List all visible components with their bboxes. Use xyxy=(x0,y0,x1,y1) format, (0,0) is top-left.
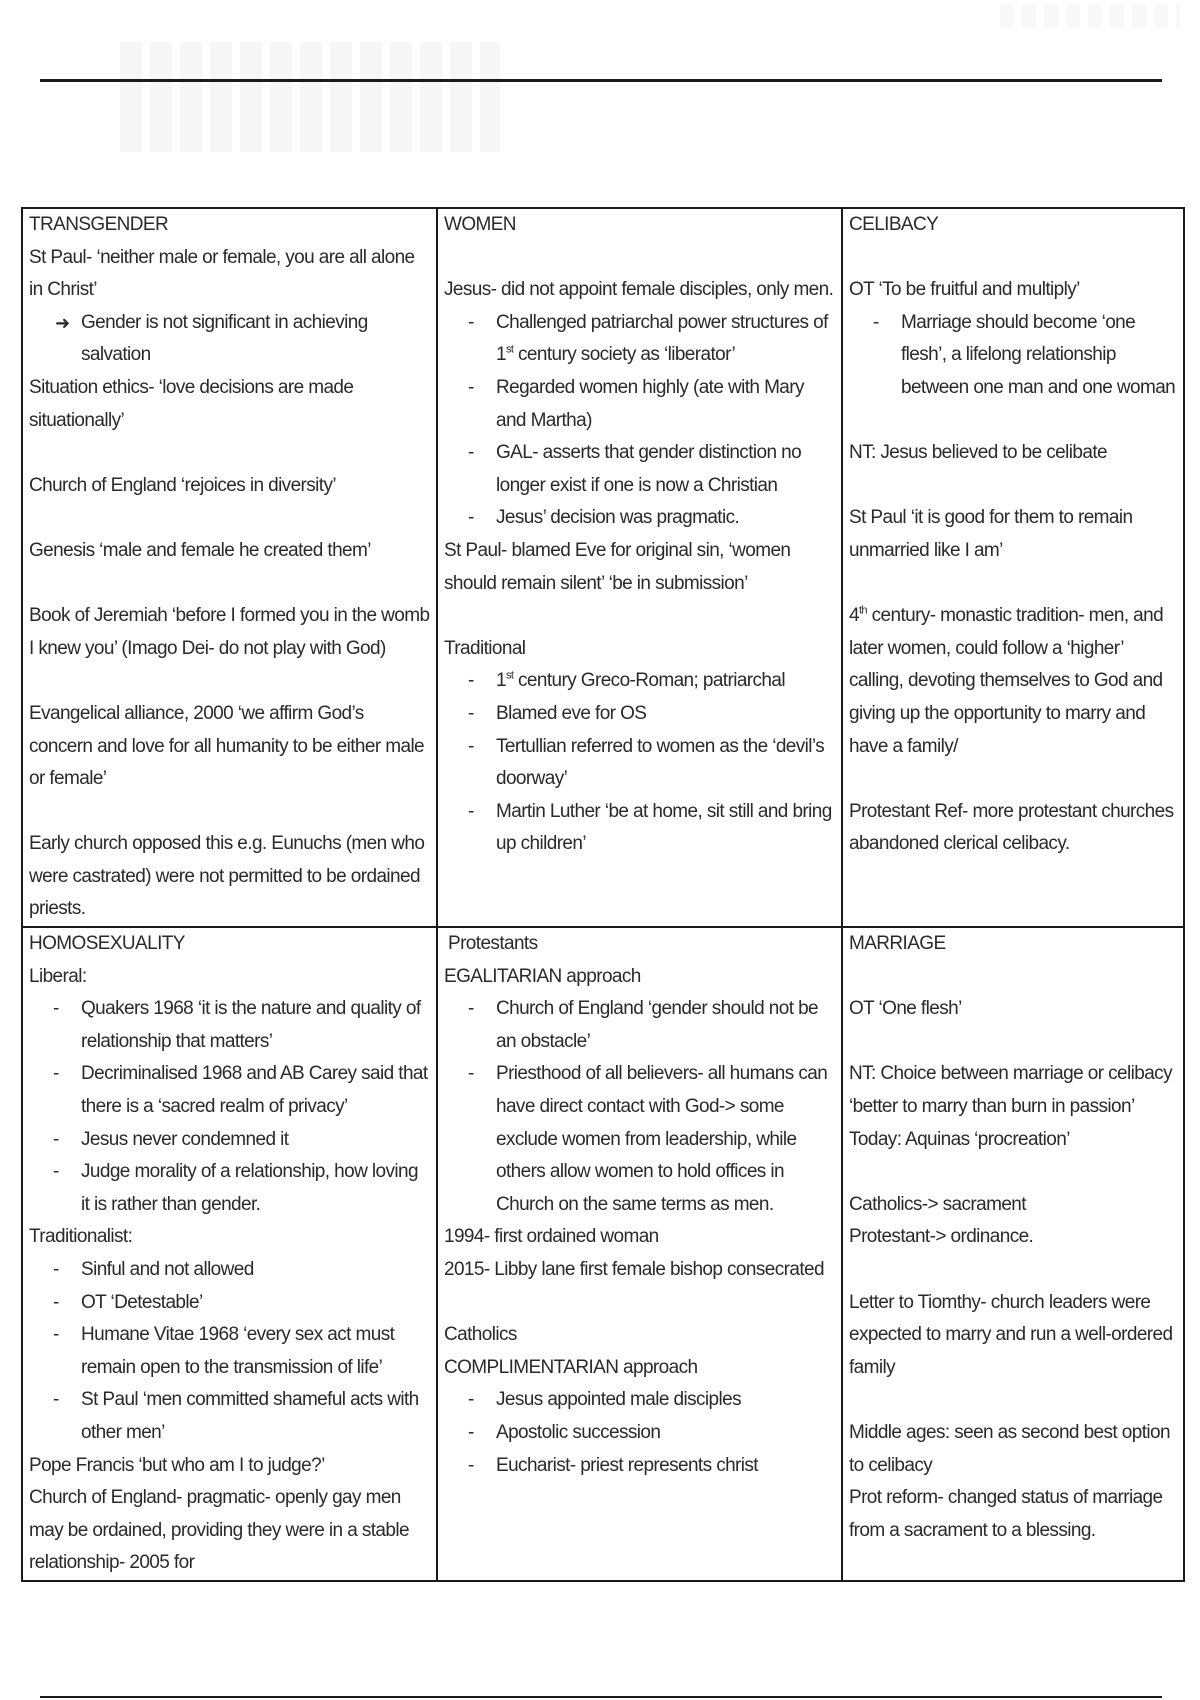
note-line: NT: Jesus believed to be celibate xyxy=(849,442,1107,464)
note-line: Today: Aquinas ‘procreation’ xyxy=(849,1128,1070,1150)
note-line: Situation ethics- ‘love decisions are made situationally’ xyxy=(29,376,354,431)
note-line: Evangelical alliance, 2000 ‘we affirm God’s concern and love for all humanity to be either male or female’ xyxy=(29,702,425,790)
bullet-item: - GAL- asserts that gender distinction no longer exist if one is now a Christian xyxy=(444,437,835,502)
note-line: St Paul- ‘neither male or female, you are all alone in Christ’ xyxy=(29,246,415,301)
right-arrow-icon: ➜ xyxy=(55,312,70,333)
spacer xyxy=(29,437,430,470)
ordinal-suffix: th xyxy=(858,604,867,617)
note-line: Catholics-> sacrament xyxy=(849,1193,1026,1215)
spacer xyxy=(849,1156,1177,1189)
note-line xyxy=(849,600,1177,763)
bullet-item: - Eucharist- priest represents christ xyxy=(444,1450,835,1483)
note-text: 4 xyxy=(849,605,859,627)
note-text: Gender is not significant in achieving salvation xyxy=(81,311,368,366)
note-line: NT: Choice between marriage or celibacy ‘better to marry than burn in passion’ xyxy=(849,1063,1172,1118)
note-line: Book of Jeremiah ‘before I formed you in the womb I knew you’ (Imago Dei- do not play with God) xyxy=(29,605,430,659)
bullet-item: - Jesus never condemned it xyxy=(29,1124,430,1157)
marriage-cell xyxy=(842,927,1184,1581)
cell-heading: WOMEN xyxy=(444,214,516,235)
bullet-item: - Martin Luther ‘be at home, sit still and bring up children’ xyxy=(444,796,835,861)
transgender-cell xyxy=(22,208,437,927)
faded-header-mark xyxy=(1000,5,1180,27)
note-line: St Paul ‘it is good for them to remain unmarried like I am’ xyxy=(849,507,1133,561)
bullet-item: - Humane Vitae 1968 ‘every sex act must remain open to the transmission of life’ xyxy=(29,1319,430,1384)
cell-heading: TRANSGENDER xyxy=(29,214,169,235)
top-rule xyxy=(40,79,1162,82)
bullet-item xyxy=(444,665,835,698)
note-text: century Greco-Roman; patriarchal xyxy=(513,670,785,692)
bottom-rule xyxy=(40,1696,1162,1698)
spacer xyxy=(849,568,1177,601)
bullet-item: - Sinful and not allowed xyxy=(29,1254,430,1287)
note-text: 1 xyxy=(496,670,506,692)
bullet-item: - Priesthood of all believers- all humans can have direct contact with God-> some exclude women from leadership, while others allow women to hold offices in Church on the same terms as men. xyxy=(444,1058,835,1221)
spacer xyxy=(849,1026,1177,1059)
note-line: Pope Francis ‘but who am I to judge?’ xyxy=(29,1454,325,1476)
protestants-catholics-cell xyxy=(437,927,842,1581)
bullet-item: - Decriminalised 1968 and AB Carey said that there is a ‘sacred realm of privacy’ xyxy=(29,1058,430,1123)
note-line: COMPLIMENTARIAN approach xyxy=(444,1356,698,1378)
note-text: century society as ‘liberator’ xyxy=(513,344,736,366)
celibacy-cell xyxy=(842,208,1184,927)
spacer xyxy=(29,665,430,698)
spacer xyxy=(444,1287,835,1320)
bullet-item: - St Paul ‘men committed shameful acts with other men’ xyxy=(29,1384,430,1449)
note-line: 1994- first ordained woman xyxy=(444,1226,659,1248)
spacer xyxy=(444,242,835,275)
table-row xyxy=(22,927,1184,1581)
spacer xyxy=(29,568,430,601)
cell-heading: HOMOSEXUALITY xyxy=(29,933,185,955)
bullet-item: - OT ‘Detestable’ xyxy=(29,1287,430,1320)
spacer xyxy=(849,1384,1177,1417)
bullet-item xyxy=(444,307,835,372)
note-line: Genesis ‘male and female he created them’ xyxy=(29,539,371,561)
cell-heading: Protestants xyxy=(448,933,538,955)
spacer xyxy=(444,600,835,633)
spacer xyxy=(849,763,1177,796)
note-line: Liberal: xyxy=(29,965,87,987)
note-line: Catholics xyxy=(444,1324,517,1346)
spacer xyxy=(849,405,1177,438)
note-line: Middle ages: seen as second best option to celibacy xyxy=(849,1421,1170,1476)
note-line: Church of England ‘rejoices in diversity’ xyxy=(29,474,337,496)
spacer xyxy=(29,502,430,535)
women-cell xyxy=(437,208,842,927)
note-line: 2015- Libby lane first female bishop consecrated xyxy=(444,1259,824,1280)
note-line: Church of England- pragmatic- openly gay men may be ordained, providing they were in a stable relationship- 2005 for xyxy=(29,1487,409,1574)
note-line: OT ‘To be fruitful and multiply’ xyxy=(849,279,1080,301)
spacer xyxy=(29,796,430,829)
note-line: Prot reform- changed status of marriage from a sacrament to a blessing. xyxy=(849,1487,1163,1541)
cell-heading: CELIBACY xyxy=(849,214,939,235)
note-line: Protestant-> ordinance. xyxy=(849,1226,1034,1248)
bullet-item: - Church of England ‘gender should not be an obstacle’ xyxy=(444,993,835,1058)
note-line: Jesus- did not appoint female disciples, only men. xyxy=(444,279,834,301)
note-line: Letter to Tiomthy- church leaders were expected to marry and run a well-ordered family xyxy=(849,1291,1173,1378)
spacer xyxy=(849,1254,1177,1287)
note-text: Challenged patriarchal power structures of 1 xyxy=(496,311,828,366)
note-text: century- monastic tradition- men, and later women, could follow a ‘higher’ calling, devoting themselves to God and giving up the opportunity to marry and have a family/ xyxy=(849,605,1164,757)
notes-table xyxy=(21,207,1185,1582)
bullet-item: - Apostolic succession xyxy=(444,1417,835,1450)
note-line: OT ‘One flesh’ xyxy=(849,998,962,1020)
spacer xyxy=(849,242,1177,275)
note-line: Traditionalist: xyxy=(29,1226,133,1248)
bullet-item: - Blamed eve for OS xyxy=(444,698,835,731)
bullet-item: - Jesus appointed male disciples xyxy=(444,1384,835,1417)
bullet-item: - Regarded women highly (ate with Mary and Martha) xyxy=(444,372,835,437)
arrow-point xyxy=(29,307,430,372)
bullet-item: - Tertullian referred to women as the ‘devil’s doorway’ xyxy=(444,731,835,796)
spacer xyxy=(849,961,1177,994)
ordinal-suffix: st xyxy=(505,669,514,682)
note-line: EGALITARIAN approach xyxy=(444,965,641,987)
ordinal-suffix: st xyxy=(505,344,514,357)
spacer xyxy=(849,470,1177,503)
bullet-item: - Marriage should become ‘one flesh’, a lifelong relationship between one man and one woman xyxy=(849,307,1177,405)
table-row xyxy=(22,208,1184,927)
note-line: Early church opposed this e.g. Eunuchs (men who were castrated) were not permitted to be ordained priests. xyxy=(29,833,425,920)
bullet-item: - Quakers 1968 ‘it is the nature and quality of relationship that matters’ xyxy=(29,993,430,1058)
bullet-item: - Jesus’ decision was pragmatic. xyxy=(444,502,835,535)
note-line: Traditional xyxy=(444,637,526,659)
note-line: Protestant Ref- more protestant churches abandoned clerical celibacy. xyxy=(849,800,1174,855)
faded-title-watermark xyxy=(120,42,500,152)
note-line: St Paul- blamed Eve for original sin, ‘women should remain silent’ ‘be in submission’ xyxy=(444,539,791,594)
bullet-item: - Judge morality of a relationship, how loving it is rather than gender. xyxy=(29,1156,430,1221)
cell-heading: MARRIAGE xyxy=(849,933,946,955)
homosexuality-cell xyxy=(22,927,437,1581)
